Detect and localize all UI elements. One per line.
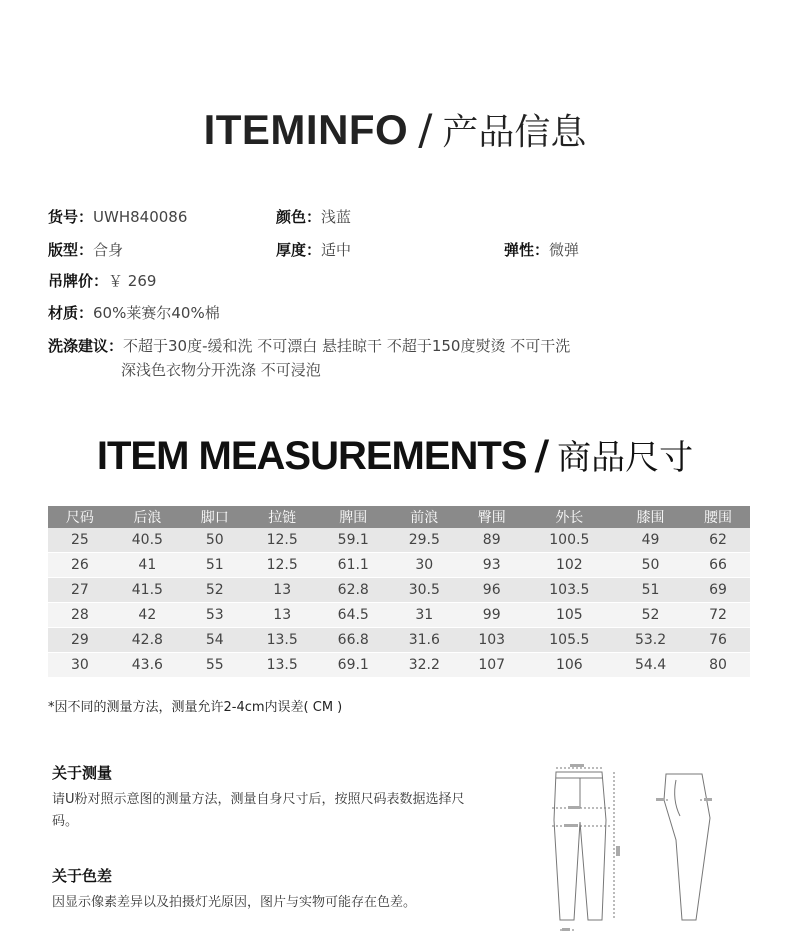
table-row [48,653,750,678]
item-number [48,206,187,227]
table-cell: 41.5 [112,578,183,603]
table-cell: 64.5 [318,603,389,628]
table-cell: 102 [524,553,615,578]
column-header: 膝围 [615,506,686,528]
column-header: 腰围 [686,506,750,528]
table-cell: 54.4 [615,653,686,678]
color-value: 浅蓝 [321,208,352,226]
table-cell: 53 [183,603,247,628]
item-number-value: UWH840086 [93,208,188,226]
table-cell: 96 [460,578,524,603]
column-header: 后浪 [112,506,183,528]
color-info [276,206,351,227]
table-cell: 105.5 [524,628,615,653]
thickness-value: 适中 [321,241,352,259]
price-info [48,270,156,291]
table-row [48,578,750,603]
table-cell: 62.8 [318,578,389,603]
table-cell: 13 [247,603,318,628]
price-value: ￥ 269 [108,272,157,290]
table-header-row [48,506,750,528]
table-cell: 29 [48,628,112,653]
table-cell: 80 [686,653,750,678]
table-cell: 49 [615,528,686,553]
table-cell: 27 [48,578,112,603]
column-header: 外长 [524,506,615,528]
table-cell: 42.8 [112,628,183,653]
wash-label: 洗涤建议： [48,337,124,355]
table-cell: 50 [183,528,247,553]
table-cell: 53.2 [615,628,686,653]
table-cell: 13 [247,578,318,603]
table-cell: 76 [686,628,750,653]
about-measure-title: 关于测量 [52,764,113,782]
table-cell: 40.5 [112,528,183,553]
table-cell: 12.5 [247,553,318,578]
table-cell: 61.1 [318,553,389,578]
table-cell: 32.2 [389,653,460,678]
column-header: 尺码 [48,506,112,528]
table-cell: 106 [524,653,615,678]
title-separator: / [418,105,433,154]
material-label: 材质： [48,304,94,322]
table-cell: 29.5 [389,528,460,553]
table-cell: 105 [524,603,615,628]
table-cell: 31 [389,603,460,628]
table-cell: 30 [48,653,112,678]
measurement-note: *因不同的测量方法，测量允许2-4cm内误差( CM ) [48,700,343,715]
table-cell: 69 [686,578,750,603]
table-cell: 28 [48,603,112,628]
about-color-title: 关于色差 [52,867,113,885]
table-cell: 59.1 [318,528,389,553]
table-cell: 12.5 [247,528,318,553]
table-cell: 62 [686,528,750,553]
column-header: 脚口 [183,506,247,528]
measurements-title-en: ITEM MEASUREMENTS [96,434,527,478]
elastic-value: 微弹 [549,241,580,259]
table-cell: 50 [615,553,686,578]
pants-measurement-diagram-icon [540,760,760,945]
table-row [48,553,750,578]
measurements-title [0,430,790,479]
table-cell: 107 [460,653,524,678]
material-value: 60%莱赛尔40%棉 [93,304,220,322]
column-header: 前浪 [389,506,460,528]
table-cell: 66 [686,553,750,578]
color-label: 颜色： [276,208,322,226]
wash-line-2: 深浅色衣物分开洗涤 不可浸泡 [121,361,321,379]
table-cell: 41 [112,553,183,578]
table-cell: 72 [686,603,750,628]
table-cell: 99 [460,603,524,628]
pants-diagram-svg [540,760,760,945]
table-row [48,603,750,628]
table-cell: 52 [615,603,686,628]
table-row [48,628,750,653]
measurements-table [48,506,750,678]
table-cell: 42 [112,603,183,628]
table-cell: 30 [389,553,460,578]
elastic-info [504,239,579,260]
title-cn: 产品信息 [442,112,587,153]
column-header: 臀围 [460,506,524,528]
table-cell: 25 [48,528,112,553]
wash-line-1: 不超于30度-缓和洗 不可漂白 悬挂晾干 不超于150度熨烫 不可干洗 [123,337,571,355]
table-cell: 103.5 [524,578,615,603]
table-cell: 103 [460,628,524,653]
column-header: 脾围 [318,506,389,528]
table-cell: 93 [460,553,524,578]
about-color-text: 因显示像素差异以及拍摄灯光原因，图片与实物可能存在色差。 [52,895,417,910]
table-cell: 26 [48,553,112,578]
table-cell: 30.5 [389,578,460,603]
table-cell: 55 [183,653,247,678]
table-cell: 52 [183,578,247,603]
table-cell: 51 [183,553,247,578]
table-cell: 89 [460,528,524,553]
title-en: ITEMINFO [203,106,409,153]
measurements-title-cn: 商品尺寸 [557,438,694,478]
price-label: 吊牌价： [48,272,109,290]
product-info-title [0,104,790,155]
table-cell: 31.6 [389,628,460,653]
elastic-label: 弹性： [504,241,550,259]
material-info [48,302,220,323]
fit-info [48,239,123,260]
table-cell: 100.5 [524,528,615,553]
about-measure-text: 请U粉对照示意图的测量方法，测量自身尺寸后，按照尺码表数据选择尺码。 [52,792,465,829]
table-cell: 51 [615,578,686,603]
table-cell: 43.6 [112,653,183,678]
wash-info [48,335,570,356]
measurements-title-separator: / [534,433,550,479]
column-header: 拉链 [247,506,318,528]
thickness-info [276,239,351,260]
fit-value: 合身 [93,241,124,259]
item-number-label: 货号： [48,208,94,226]
table-cell: 13.5 [247,653,318,678]
thickness-label: 厚度： [276,241,322,259]
fit-label: 版型： [48,241,94,259]
table-cell: 13.5 [247,628,318,653]
table-cell: 66.8 [318,628,389,653]
table-row [48,528,750,553]
table-cell: 69.1 [318,653,389,678]
table-cell: 54 [183,628,247,653]
